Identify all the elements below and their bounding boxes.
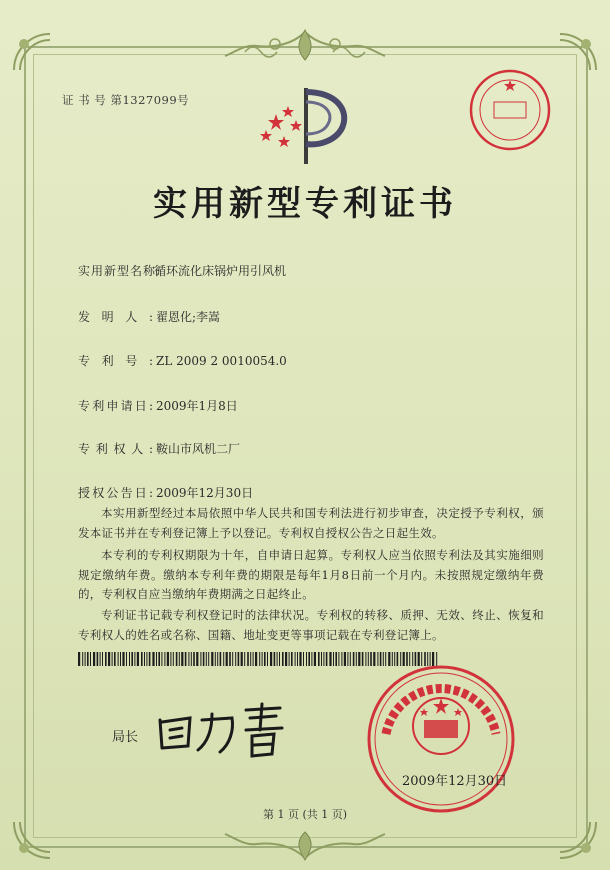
- barcode-bar: [270, 652, 272, 666]
- barcode-bar: [241, 652, 243, 666]
- patent-office-logo-icon: [258, 84, 354, 168]
- barcode-bar: [344, 652, 346, 666]
- barcode-bar: [353, 652, 355, 666]
- barcode-bar: [321, 652, 322, 666]
- corner-ornament-icon: [10, 30, 54, 74]
- barcode-bar: [356, 652, 357, 666]
- barcode-bar: [206, 652, 207, 666]
- field-value: 翟恩化;李嵩: [156, 310, 221, 324]
- barcode-bar: [146, 652, 147, 666]
- certificate-number: [62, 92, 189, 108]
- barcode-bar: [274, 652, 276, 666]
- barcode-bar: [196, 652, 198, 666]
- field-value: ZL 2009 2 0010054.0: [156, 354, 287, 368]
- field-label: 实用新型名称:: [78, 264, 162, 278]
- barcode-bar: [306, 652, 307, 666]
- barcode-bar: [208, 652, 209, 666]
- barcode-bar: [152, 652, 154, 666]
- corner-ornament-icon: [10, 818, 54, 862]
- barcode-bar: [82, 652, 83, 666]
- barcode-bar: [264, 652, 266, 666]
- barcode-bar: [105, 652, 107, 666]
- barcode-bar: [308, 652, 310, 666]
- barcode-bar: [185, 652, 187, 666]
- barcode-bar: [303, 652, 304, 666]
- barcode-bar: [131, 652, 133, 666]
- barcode-bar: [262, 652, 263, 666]
- barcode-bar: [220, 652, 222, 666]
- barcode-bar: [141, 652, 143, 666]
- field-value: 2009年1月8日: [156, 399, 238, 413]
- barcode-bar: [311, 652, 312, 666]
- barcode-bar: [97, 652, 99, 666]
- field-label: 授权公告日:: [78, 486, 154, 500]
- barcode-bar: [259, 652, 260, 666]
- paragraph-legal-status: 专利证书记载专利权登记时的法律状况。专利权的转移、质押、无效、终止、恢复和专利权人的姓名或名称、国籍、地址变更等事项记载在专利登记簿上。: [78, 608, 544, 642]
- field-patent-number: [78, 352, 287, 369]
- barcode-bar: [235, 652, 236, 666]
- field-label: 专利申请日:: [78, 399, 154, 413]
- barcode-bar: [229, 652, 231, 666]
- director-signature-icon: [150, 700, 290, 760]
- barcode-bar: [338, 652, 339, 666]
- barcode-bar: [118, 652, 119, 666]
- barcode-bar: [191, 652, 192, 666]
- barcode-bar: [134, 652, 135, 666]
- barcode-bar: [326, 652, 328, 666]
- barcode-bar: [297, 652, 298, 666]
- director-label: 局长: [112, 730, 139, 745]
- barcode-bar: [333, 652, 334, 666]
- barcode-bar: [253, 652, 254, 666]
- barcode-bar: [223, 652, 224, 666]
- barcode-bar: [318, 652, 320, 666]
- barcode-bar: [93, 652, 95, 666]
- barcode-bar: [314, 652, 316, 666]
- field-application-date: [78, 397, 238, 414]
- seal-date: 2009年12月30日: [402, 774, 508, 789]
- barcode-bar: [158, 652, 160, 666]
- barcode-bar: [181, 652, 183, 666]
- barcode-bar: [329, 652, 331, 666]
- barcode-bar: [277, 652, 278, 666]
- paragraph-term: 本专利的专利权期限为十年，自申请日起算。专利权人应当依照专利法及其实施细则规定缴纳年费。缴纳本专利年费的期限是每年1月8日前一个月内。未按照规定缴纳年费的，专利权自应当缴纳年费期满之日起终止。: [78, 548, 544, 601]
- barcode-bar: [126, 652, 127, 666]
- barcode-bar: [108, 652, 110, 666]
- field-label: 专利号:: [78, 354, 154, 368]
- barcode-bar: [137, 652, 139, 666]
- barcode-bar: [144, 652, 145, 666]
- barcode-bar: [167, 652, 169, 666]
- barcode-bar: [211, 652, 213, 666]
- barcode-bar: [358, 652, 360, 666]
- barcode-bar: [188, 652, 189, 666]
- certificate-number-label: 证 书 号: [62, 93, 107, 107]
- field-value: 2009年12月30日: [156, 486, 254, 500]
- barcode-bar: [289, 652, 290, 666]
- barcode-bar: [215, 652, 216, 666]
- barcode-bar: [78, 652, 80, 666]
- barcode-bar: [164, 652, 165, 666]
- field-grant-date: [78, 484, 253, 501]
- corner-ornament-icon: [556, 30, 600, 74]
- barcode-bar: [193, 652, 195, 666]
- barcode-bar: [90, 652, 91, 666]
- barcode-bar: [102, 652, 103, 666]
- barcode-bar: [291, 652, 293, 666]
- barcode-bar: [179, 652, 180, 666]
- barcode-bar: [176, 652, 178, 666]
- barcode-bar: [156, 652, 157, 666]
- barcode-bar: [335, 652, 337, 666]
- barcode-bar: [112, 652, 113, 666]
- barcode-bar: [285, 652, 287, 666]
- barcode-bar: [299, 652, 301, 666]
- barcode-bar: [341, 652, 342, 666]
- field-label: 专利权人:: [78, 442, 154, 456]
- field-value: 循环流化床锅炉用引风机: [154, 264, 287, 278]
- barcode-bar: [149, 652, 151, 666]
- barcode-bar: [122, 652, 124, 666]
- barcode-bar: [282, 652, 284, 666]
- certificate-number-value: 第1327099号: [110, 93, 190, 107]
- certificate-title: 实用新型专利证书: [153, 184, 457, 224]
- bottom-ornament-icon: [205, 828, 405, 864]
- barcode-bar: [350, 652, 351, 666]
- barcode-bar: [247, 652, 249, 666]
- barcode-bar: [161, 652, 162, 666]
- field-patentee: [78, 440, 240, 457]
- barcode-bar: [267, 652, 268, 666]
- top-ornament-icon: [205, 26, 405, 68]
- barcode-bar: [170, 652, 171, 666]
- barcode-bar: [226, 652, 228, 666]
- barcode-bar: [323, 652, 324, 666]
- paragraph-grant: 本实用新型经过本局依照中华人民共和国专利法进行初步审查，决定授予专利权，颁发本证书并在专利登记簿上予以登记。专利权自授权公告之日起生效。: [78, 506, 544, 540]
- barcode-bar: [87, 652, 89, 666]
- national-seal-icon: [366, 664, 516, 814]
- barcode-bar: [295, 652, 296, 666]
- barcode-bar: [238, 652, 240, 666]
- barcode-bar: [347, 652, 348, 666]
- barcode-bar: [114, 652, 116, 666]
- corner-ornament-icon: [556, 818, 600, 862]
- barcode-bar: [173, 652, 174, 666]
- official-stamp-icon: [468, 68, 552, 152]
- page-footer: 第 1 页 (共 1 页): [262, 808, 348, 821]
- barcode-bar: [100, 652, 101, 666]
- barcode-bar: [279, 652, 280, 666]
- barcode-bar: [232, 652, 233, 666]
- barcode-bar: [244, 652, 245, 666]
- field-utility-model-name: [78, 262, 286, 279]
- barcode-bar: [200, 652, 201, 666]
- barcode-bar: [203, 652, 205, 666]
- barcode-bar: [120, 652, 121, 666]
- barcode-bar: [129, 652, 130, 666]
- barcode-bar: [85, 652, 86, 666]
- barcode-bar: [255, 652, 257, 666]
- barcode-bar: [217, 652, 218, 666]
- field-value: 鞍山市风机二厂: [156, 442, 241, 456]
- field-label: 发明人:: [78, 310, 154, 324]
- field-inventor: [78, 308, 220, 325]
- barcode-bar: [250, 652, 251, 666]
- barcode-bar: [362, 652, 364, 666]
